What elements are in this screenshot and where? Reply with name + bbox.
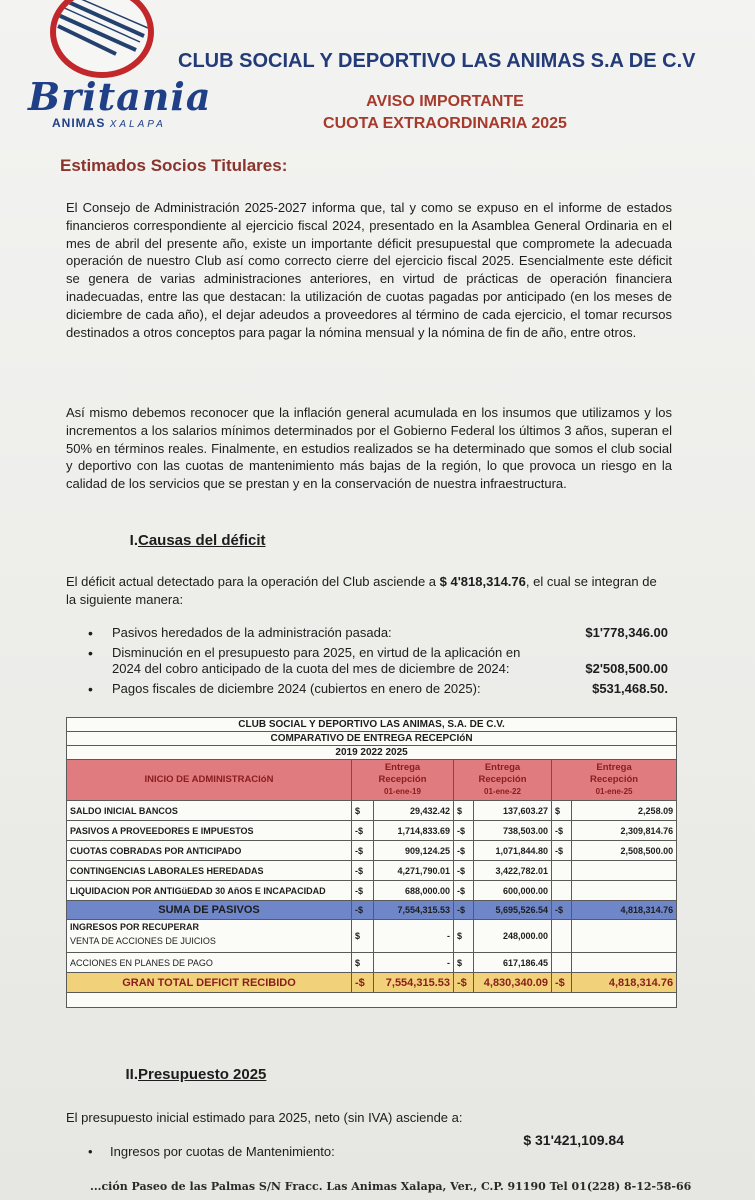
list-item: • Disminución en el presupuesto para 2025, en virtud de la aplicación en 2024 del cobro anticipado de la cuota del mes de diciembre de 2024: $2'508,500.00 xyxy=(88,645,668,676)
footer-address: ...ción Paseo de las Palmas S/N Fracc. Las Animas Xalapa, Ver., C.P. 91190 Tel 01(228) 8-12-58-66 xyxy=(90,1180,692,1193)
brand-subtitle: ANIMAS XALAPA xyxy=(52,116,166,130)
table-row: PASIVOS A PROVEEDORES E IMPUESTOS -$ 1,714,833.69 -$ 738,503.00 -$ 2,309,814.76 xyxy=(67,821,677,841)
club-logo-emblem xyxy=(50,0,154,78)
table-row: SALDO INICIAL BANCOS $ 29,432.42 $ 137,603.27 $ 2,258.09 xyxy=(67,801,677,821)
deficit-amount: $ 4'818,314.76 xyxy=(439,574,526,589)
notice-heading xyxy=(300,91,590,135)
table-row: LIQUIDACION POR ANTIGüEDAD 30 AñOS E INCAPACIDAD -$ 688,000.00 -$ 600,000.00 xyxy=(67,881,677,901)
notice-title: AVISO IMPORTANTE xyxy=(366,93,524,110)
table-row: INGRESOS POR RECUPERAR VENTA DE ACCIONES DE JUICIOS $ - $ 248,000.00 xyxy=(67,920,677,953)
greeting: Estimados Socios Titulares: xyxy=(60,156,288,175)
table-header-row: INICIO DE ADMINISTRACIóN Entrega Recepción 01-ene-19 Entrega Recepción 01-ene-22 Entrega Recepción 01-ene-25 xyxy=(67,760,677,801)
table-years: 2019 2022 2025 xyxy=(67,746,677,760)
section-2-heading: II.Presupuesto 2025 xyxy=(125,1066,267,1083)
paragraph-2: Así mismo debemos reconocer que la inflación general acumulada en los insumos que utilizamos y los incrementos a los salarios mínimos determinados por el Gobierno Federal los últimos 3 años, superan el 50% en términos reales. Finalmente, en estudios realizados se ha determinado que somos el club social y deportivo con las cuotas de mantenimiento más bajas de la región, lo que provoca un riesgo en la calidad de los servicios que se prestan y en la conservación de nuestra infraestructura. xyxy=(66,405,672,492)
deficit-causes-list xyxy=(88,625,678,701)
table-row-grand-total: GRAN TOTAL DEFICIT RECIBIDO -$ 7,554,315.53 -$ 4,830,340.09 -$ 4,818,314.76 xyxy=(67,973,677,993)
table-row: CUOTAS COBRADAS POR ANTICIPADO -$ 909,124.25 -$ 1,071,844.80 -$ 2,508,500.00 xyxy=(67,841,677,861)
table-row: ACCIONES EN PLANES DE PAGO $ - $ 617,186.45 xyxy=(67,953,677,973)
handover-comparison-table xyxy=(66,717,677,1008)
list-item: • Pasivos heredados de la administración pasada: $1'778,346.00 xyxy=(88,625,668,641)
table-row-sum: SUMA DE PASIVOS -$ 7,554,315.53 -$ 5,695,526.54 -$ 4,818,314.76 xyxy=(67,901,677,920)
table-title: CLUB SOCIAL Y DEPORTIVO LAS ANIMAS, S.A. DE C.V. xyxy=(67,718,677,732)
table-subtitle: COMPARATIVO DE ENTREGA RECEPCIóN xyxy=(67,732,677,746)
table-row: CONTINGENCIAS LABORALES HEREDADAS -$ 4,271,790.01 -$ 3,422,782.01 xyxy=(67,861,677,881)
club-name-heading: CLUB SOCIAL Y DEPORTIVO LAS ANIMAS S.A DE C.V xyxy=(178,50,696,72)
section-1-heading: I.Causas del déficit xyxy=(129,532,266,549)
notice-subject: CUOTA EXTRAORDINARIA 2025 xyxy=(323,115,567,132)
section-2-intro: El presupuesto inicial estimado para 2025, neto (sin IVA) asciende a: xyxy=(66,1110,463,1125)
paragraph-1: El Consejo de Administración 2025-2027 informa que, tal y como se expuso en el informe de estados financieros correspondiente al ejercicio fiscal 2024, presentado en la Asamblea General Ordinaria en el mes de abril del presente año, existe un importante déficit presupuestal que compromete la adecuada operación de nuestro Club así como correcto cierre del ejercicio fiscal 2025. Esencialmente este déficit se genera de varias administraciones anteriores, en virtud de prácticas de operación financiera inadecuadas, entre las que destacan: la utilización de cuotas pagadas por anticipado (en los meses de diciembre de cada año), el dejar adeudos a proveedores al término de cada ejercicio, el tomar recursos destinados a otros conceptos para pagar la nómina mensual y la nómina de fin de año, entre otros. xyxy=(66,200,672,340)
section-1-intro: El déficit actual detectado para la operación del Club asciende a $ 4'818,314.76, el cual se integran de la siguiente manera: xyxy=(66,574,657,607)
brand-logo-text: Britania xyxy=(28,74,212,119)
list-item: • Pagos fiscales de diciembre 2024 (cubiertos en enero de 2025): $531,468.50. xyxy=(88,681,668,697)
list-item: • Ingresos por cuotas de Mantenimiento: $ 31'421,109.84 xyxy=(88,1132,624,1159)
